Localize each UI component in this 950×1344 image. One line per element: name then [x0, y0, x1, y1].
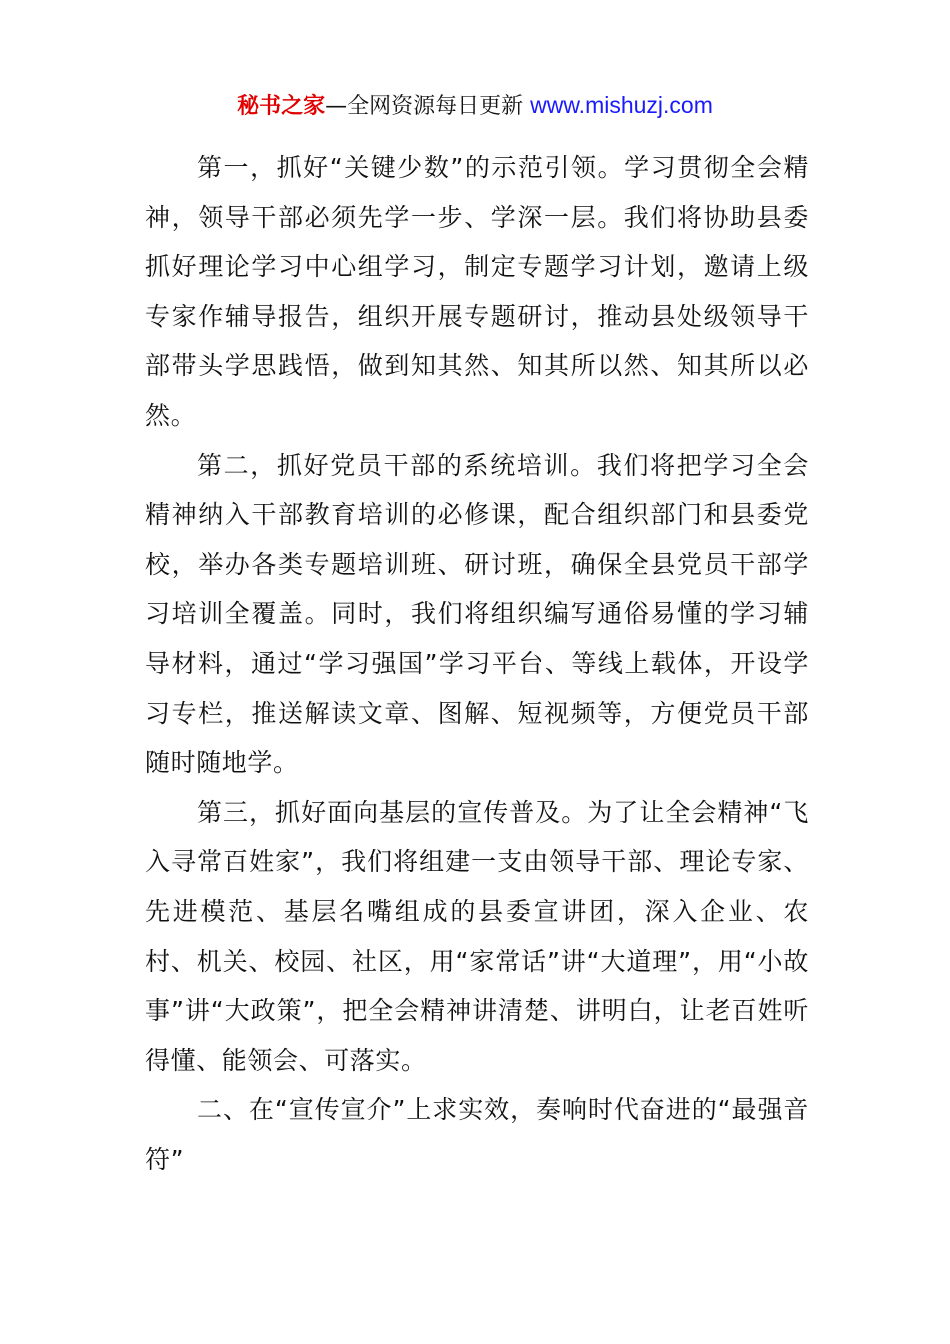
site-header	[0, 88, 950, 124]
paragraph-2: 第二，抓好党员干部的系统培训。我们将把学习全会精神纳入干部教育培训的必修课，配合组织部门和县委党校，举办各类专题培训班、研讨班，确保全县党员干部学习培训全覆盖。同时，我们将组织编写通俗易懂的学习辅导材料，通过“学习强国”学习平台、等线上载体，开设学习专栏，推送解读文章、图解、短视频等，方便党员干部随时随地学。	[145, 450, 809, 778]
document-body	[145, 143, 809, 1184]
section-heading: 二、在“宣传宣介”上求实效，奏响时代奋进的“最强音符”	[145, 1095, 809, 1174]
paragraph-1: 第一，抓好“关键少数”的示范引领。学习贯彻全会精神，领导干部必须先学一步、学深一层。我们将协助县委抓好理论学习中心组学习，制定专题学习计划，邀请上级专家作辅导报告，组织开展专题研讨，推动县处级领导干部带头学思践悟，做到知其然、知其所以然、知其所以必然。	[145, 153, 809, 430]
site-url-link[interactable]: www.mishuzj.com	[530, 92, 713, 118]
brand-name: 秘书之家	[237, 94, 326, 119]
paragraph-3: 第三，抓好面向基层的宣传普及。为了让全会精神“飞入寻常百姓家”，我们将组建一支由领导干部、理论专家、先进模范、基层名嘴组成的县委宣讲团，深入企业、农村、机关、校园、社区，用“家常话”讲“大道理”，用“小故事”讲“大政策”，把全会精神讲清楚、讲明白，让老百姓听得懂、能领会、可落实。	[145, 797, 809, 1075]
header-tagline: —全网资源每日更新	[325, 94, 531, 119]
